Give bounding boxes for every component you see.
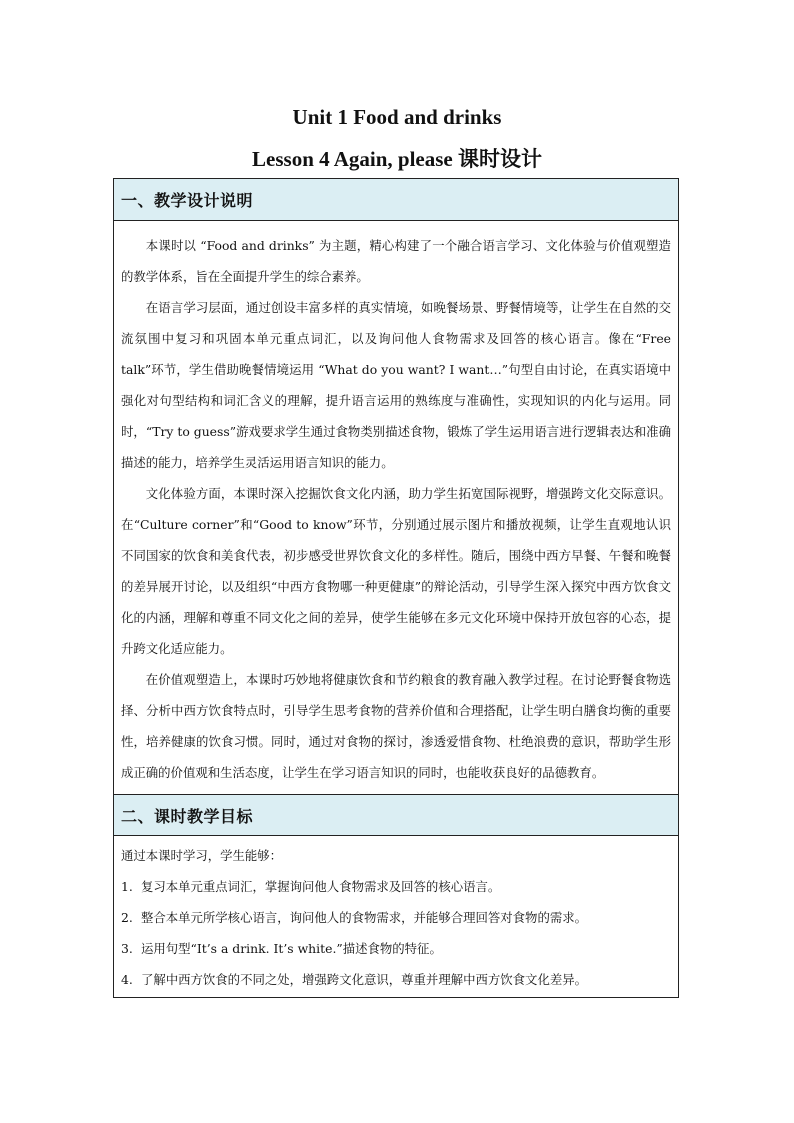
section-heading-design-notes: 一、教学设计说明 xyxy=(114,179,678,221)
objective-number: 1. xyxy=(121,879,133,894)
objective-text: 整合本单元所学核心语言，询问他人的食物需求，并能够合理回答对食物的需求。 xyxy=(140,910,588,925)
design-notes-paragraph: 在语言学习层面，通过创设丰富多样的真实情境，如晚餐场景、野餐情境等，让学生在自然的交流氛围中复习和巩固本单元重点词汇，以及询问他人食物需求及回答的核心语言。像在“Free talk”环节，学生借助晚餐情境运用 “What do you want? I want…”句型自由讨论，在真实语境中强化对句型结构和词汇含义的理解，提升语言运用的熟练度与准确性，实现知识的内化与运用。同时，“Try to guess”游戏要求学生通过食物类别描述食物，锻炼了学生运用语言进行逻辑表达和准确描述的能力，培养学生灵活运用语言知识的能力。 xyxy=(121,300,671,470)
objective-item xyxy=(121,902,671,933)
objective-text: 运用句型“It’s a drink. It’s white.”描述食物的特征。 xyxy=(140,941,442,956)
document-subtitle: Lesson 4 Again, please 课时设计 xyxy=(252,147,542,171)
lesson-design-table xyxy=(113,178,679,998)
design-notes-paragraph: 文化体验方面，本课时深入挖掘饮食文化内涵，助力学生拓宽国际视野，增强跨文化交际意识。在“Culture corner”和“Good to know”环节，分别通过展示图片和播放视频，让学生直观地认识不同国家的饮食和美食代表，初步感受世界饮食文化的多样性。随后，围绕中西方早餐、午餐和晚餐的差异展开讨论，以及组织“中西方食物哪一种更健康”的辩论活动，引导学生深入探究中西方饮食文化的内涵，理解和尊重不同文化之间的差异，使学生能够在多元文化环境中保持开放包容的心态，提升跨文化适应能力。 xyxy=(121,486,671,656)
objective-item xyxy=(121,933,671,964)
objective-item xyxy=(121,964,671,995)
objectives-intro: 通过本课时学习，学生能够： xyxy=(121,848,283,863)
objective-number: 3. xyxy=(121,941,133,956)
section-heading-objectives: 二、课时教学目标 xyxy=(114,794,678,836)
objective-number: 2. xyxy=(121,910,133,925)
objective-text: 复习本单元重点词汇，掌握询问他人食物需求及回答的核心语言。 xyxy=(140,879,501,894)
objective-item xyxy=(121,871,671,902)
design-notes-body xyxy=(114,221,678,794)
design-notes-paragraph: 本课时以 “Food and drinks” 为主题，精心构建了一个融合语言学习、文化体验与价值观塑造的教学体系，旨在全面提升学生的综合素养。 xyxy=(121,238,671,284)
objectives-body xyxy=(114,836,678,997)
objective-number: 4. xyxy=(121,972,133,987)
design-notes-paragraph: 在价值观塑造上，本课时巧妙地将健康饮食和节约粮食的教育融入教学过程。在讨论野餐食物选择、分析中西方饮食特点时，引导学生思考食物的营养价值和合理搭配，让学生明白膳食均衡的重要性，培养健康的饮食习惯。同时，通过对食物的探讨，渗透爱惜食物、杜绝浪费的意识，帮助学生形成正确的价值观和生活态度，让学生在学习语言知识的同时，也能收获良好的品德教育。 xyxy=(121,672,671,780)
document-title: Unit 1 Food and drinks xyxy=(292,105,502,129)
objective-text: 了解中西方饮食的不同之处，增强跨文化意识，尊重并理解中西方饮食文化差异。 xyxy=(140,972,588,987)
